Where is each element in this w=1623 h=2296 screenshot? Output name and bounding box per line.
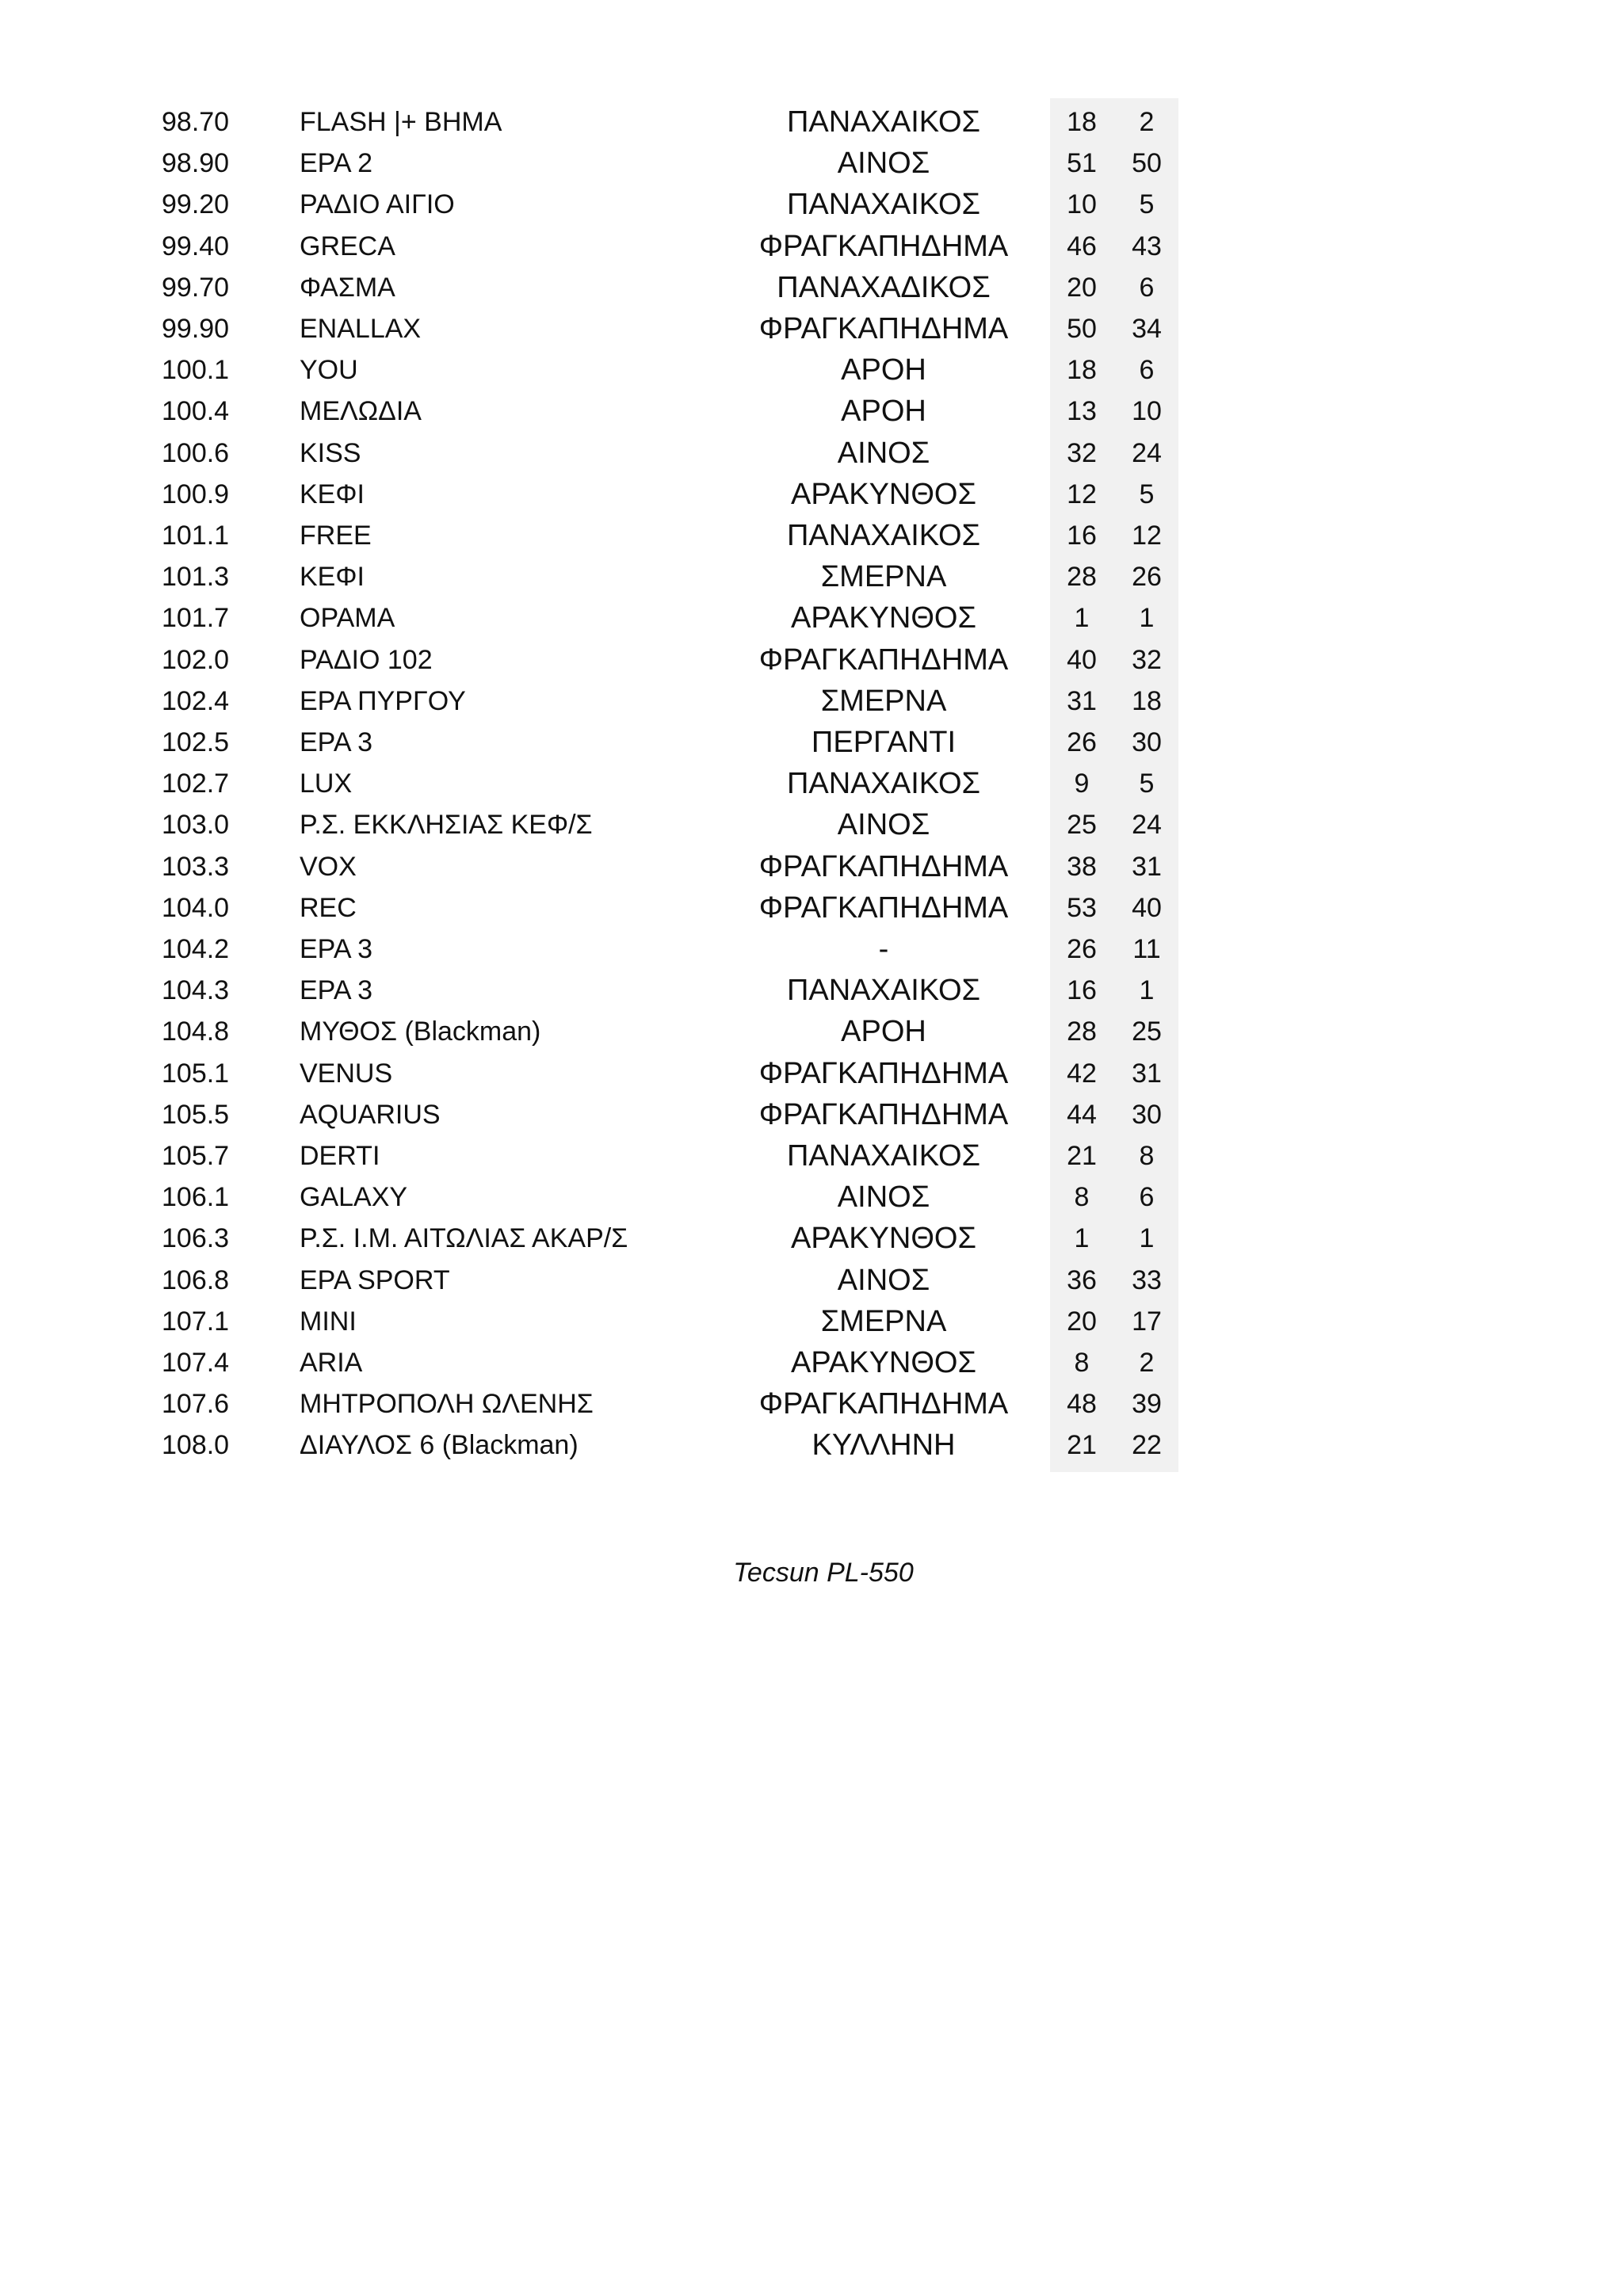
station-name-cell: YOU xyxy=(300,355,358,386)
transmitter-location-cell: ΑΡΟΗ xyxy=(841,353,926,387)
station-name-cell: ENALLAX xyxy=(300,314,422,344)
signal-value-1-cell: 21 xyxy=(1067,1141,1097,1171)
frequency-cell: 100.6 xyxy=(162,437,230,468)
signal-value-2-cell: 1 xyxy=(1139,603,1155,634)
station-name-cell: ΜΥΘΟΣ (Blackman) xyxy=(300,1016,541,1047)
table-row xyxy=(0,391,1623,432)
signal-value-1-cell: 36 xyxy=(1067,1264,1097,1295)
table-row xyxy=(0,1177,1623,1218)
table-row xyxy=(0,308,1623,349)
frequency-cell: 102.7 xyxy=(162,769,230,799)
signal-value-1-cell: 51 xyxy=(1067,148,1097,179)
signal-value-2-cell: 24 xyxy=(1132,437,1162,468)
signal-value-2-cell: 26 xyxy=(1132,562,1162,593)
frequency-cell: 103.3 xyxy=(162,851,230,882)
transmitter-location-cell: ΦΡΑΓΚΑΠΗΔΗΜΑ xyxy=(758,849,1009,883)
table-row xyxy=(0,433,1623,474)
signal-value-2-cell: 39 xyxy=(1132,1389,1162,1420)
table-row xyxy=(0,143,1623,184)
transmitter-location-cell: ΚΥΛΛΗΝΗ xyxy=(812,1428,956,1463)
signal-value-2-cell: 30 xyxy=(1132,727,1162,757)
table-row xyxy=(0,929,1623,970)
table-row xyxy=(0,722,1623,763)
station-name-cell: FREE xyxy=(300,521,372,551)
signal-value-1-cell: 8 xyxy=(1074,1182,1090,1213)
station-name-cell: ARIA xyxy=(300,1348,363,1378)
table-row xyxy=(0,639,1623,681)
frequency-cell: 104.2 xyxy=(162,934,230,964)
table-row xyxy=(0,1301,1623,1342)
signal-value-1-cell: 9 xyxy=(1074,769,1090,799)
signal-value-1-cell: 21 xyxy=(1067,1430,1097,1461)
signal-value-1-cell: 12 xyxy=(1067,479,1097,509)
station-name-cell: DERTI xyxy=(300,1141,380,1171)
transmitter-location-cell: ΠΑΝΑΧΑΙΚΟΣ xyxy=(786,1139,981,1173)
table-row xyxy=(0,1218,1623,1259)
table-row xyxy=(0,1094,1623,1135)
table-row xyxy=(0,184,1623,225)
transmitter-location-cell: ΑΙΝΟΣ xyxy=(837,1263,930,1297)
frequency-cell: 105.1 xyxy=(162,1058,230,1089)
frequency-cell: 106.3 xyxy=(162,1223,230,1254)
signal-value-2-cell: 43 xyxy=(1132,231,1162,261)
signal-value-2-cell: 2 xyxy=(1139,1348,1155,1378)
signal-value-1-cell: 38 xyxy=(1067,851,1097,882)
transmitter-location-cell: ΑΡΑΚΥΝΘΟΣ xyxy=(791,601,976,635)
transmitter-location-cell: ΠΑΝΑΧΑΙΚΟΣ xyxy=(786,519,981,552)
transmitter-location-cell: ΦΡΑΓΚΑΠΗΔΗΜΑ xyxy=(758,643,1009,677)
signal-value-1-cell: 18 xyxy=(1067,355,1097,386)
table-row xyxy=(0,846,1623,887)
frequency-cell: 102.5 xyxy=(162,727,230,757)
signal-value-2-cell: 33 xyxy=(1132,1264,1162,1295)
signal-value-1-cell: 13 xyxy=(1067,396,1097,427)
transmitter-location-cell: ΦΡΑΓΚΑΠΗΔΗΜΑ xyxy=(758,1387,1009,1421)
receiver-caption: Tecsun PL-550 xyxy=(733,1558,914,1588)
signal-value-1-cell: 20 xyxy=(1067,272,1097,303)
station-name-cell: ΦΑΣΜΑ xyxy=(300,272,395,303)
signal-value-2-cell: 50 xyxy=(1132,148,1162,179)
station-name-cell: ΔΙΑΥΛΟΣ 6 (Blackman) xyxy=(300,1430,579,1461)
station-name-cell: GRECA xyxy=(300,231,395,261)
frequency-cell: 100.4 xyxy=(162,396,230,427)
signal-value-1-cell: 26 xyxy=(1067,727,1097,757)
signal-value-2-cell: 1 xyxy=(1139,975,1155,1006)
station-name-cell: ΕΡΑ 2 xyxy=(300,148,372,179)
signal-value-1-cell: 18 xyxy=(1067,107,1097,137)
frequency-cell: 104.3 xyxy=(162,975,230,1006)
station-name-cell: ΕΡΑ SPORT xyxy=(300,1264,450,1295)
station-name-cell: ΚΕΦΙ xyxy=(300,562,365,593)
signal-value-2-cell: 25 xyxy=(1132,1016,1162,1047)
frequency-cell: 100.1 xyxy=(162,355,230,386)
station-name-cell: VENUS xyxy=(300,1058,393,1089)
signal-value-2-cell: 31 xyxy=(1132,851,1162,882)
frequency-cell: 104.8 xyxy=(162,1016,230,1047)
frequency-cell: 101.1 xyxy=(162,521,230,551)
frequency-cell: 105.7 xyxy=(162,1141,230,1171)
signal-value-2-cell: 8 xyxy=(1139,1141,1155,1171)
signal-value-1-cell: 16 xyxy=(1067,975,1097,1006)
table-row xyxy=(0,763,1623,804)
signal-value-1-cell: 44 xyxy=(1067,1099,1097,1130)
frequency-cell: 108.0 xyxy=(162,1430,230,1461)
frequency-cell: 107.1 xyxy=(162,1306,230,1337)
signal-value-1-cell: 10 xyxy=(1067,189,1097,220)
transmitter-location-cell: ΠΑΝΑΧΑΙΚΟΣ xyxy=(786,105,981,139)
transmitter-location-cell: ΑΡΑΚΥΝΘΟΣ xyxy=(791,1346,976,1379)
table-row xyxy=(0,887,1623,929)
table-row xyxy=(0,1135,1623,1177)
table-row xyxy=(0,1425,1623,1466)
frequency-cell: 101.7 xyxy=(162,603,230,634)
frequency-cell: 98.70 xyxy=(162,107,230,137)
table-row xyxy=(0,1260,1623,1301)
station-name-cell: ΜΗΤΡΟΠΟΛΗ ΩΛΕΝΗΣ xyxy=(300,1389,594,1420)
transmitter-location-cell: ΑΡΑΚΥΝΘΟΣ xyxy=(791,477,976,511)
signal-value-2-cell: 22 xyxy=(1132,1430,1162,1461)
signal-value-2-cell: 6 xyxy=(1139,1182,1155,1213)
transmitter-location-cell: ΑΡΟΗ xyxy=(841,1015,926,1049)
transmitter-location-cell: ΠΑΝΑΧΑΙΚΟΣ xyxy=(786,188,981,222)
transmitter-location-cell: ΦΡΑΓΚΑΠΗΔΗΜΑ xyxy=(758,1056,1009,1090)
transmitter-location-cell: ΑΙΝΟΣ xyxy=(837,1180,930,1215)
frequency-cell: 105.5 xyxy=(162,1099,230,1130)
transmitter-location-cell: ΣΜΕΡΝΑ xyxy=(820,1304,947,1338)
signal-value-2-cell: 12 xyxy=(1132,521,1162,551)
signal-value-1-cell: 40 xyxy=(1067,644,1097,675)
signal-value-1-cell: 16 xyxy=(1067,521,1097,551)
station-name-cell: Ρ.Σ. ΕΚΚΛΗΣΙΑΣ ΚΕΦ/Σ xyxy=(300,810,593,841)
transmitter-location-cell: ΠΑΝΑΧΑΙΚΟΣ xyxy=(786,767,981,801)
transmitter-location-cell: ΑΙΝΟΣ xyxy=(837,436,930,470)
transmitter-location-cell: ΑΙΝΟΣ xyxy=(837,808,930,842)
signal-value-2-cell: 18 xyxy=(1132,685,1162,716)
signal-value-1-cell: 32 xyxy=(1067,437,1097,468)
frequency-cell: 103.0 xyxy=(162,810,230,841)
table-row xyxy=(0,804,1623,845)
signal-value-1-cell: 50 xyxy=(1067,314,1097,344)
frequency-cell: 99.20 xyxy=(162,189,230,220)
station-name-cell: REC xyxy=(300,892,357,923)
signal-value-2-cell: 24 xyxy=(1132,810,1162,841)
station-name-cell: FLASH |+ ΒΗΜΑ xyxy=(300,107,502,137)
frequency-cell: 101.3 xyxy=(162,562,230,593)
transmitter-location-cell: ΣΜΕΡΝΑ xyxy=(820,560,947,594)
table-row xyxy=(0,515,1623,556)
signal-value-1-cell: 1 xyxy=(1074,603,1090,634)
frequency-cell: 106.8 xyxy=(162,1264,230,1295)
signal-value-2-cell: 6 xyxy=(1139,272,1155,303)
signal-value-1-cell: 28 xyxy=(1067,562,1097,593)
signal-value-1-cell: 26 xyxy=(1067,934,1097,964)
table-row xyxy=(0,1342,1623,1383)
signal-value-2-cell: 31 xyxy=(1132,1058,1162,1089)
transmitter-location-cell: ΠΑΝΑΧΑΔΙΚΟΣ xyxy=(777,270,991,304)
signal-value-1-cell: 53 xyxy=(1067,892,1097,923)
frequency-cell: 107.4 xyxy=(162,1348,230,1378)
station-name-cell: VOX xyxy=(300,851,357,882)
table-row xyxy=(0,1383,1623,1425)
signal-value-2-cell: 11 xyxy=(1132,934,1161,964)
signal-value-2-cell: 5 xyxy=(1139,769,1155,799)
transmitter-location-cell: ΑΡΟΗ xyxy=(841,395,926,429)
transmitter-location-cell: ΣΜΕΡΝΑ xyxy=(820,684,947,718)
station-name-cell: ΡΑΔΙΟ ΑΙΓΙΟ xyxy=(300,189,455,220)
signal-value-2-cell: 10 xyxy=(1132,396,1162,427)
frequency-cell: 99.40 xyxy=(162,231,230,261)
table-row xyxy=(0,681,1623,722)
table-row xyxy=(0,597,1623,639)
transmitter-location-cell: ΦΡΑΓΚΑΠΗΔΗΜΑ xyxy=(758,1097,1009,1131)
frequency-cell: 102.4 xyxy=(162,685,230,716)
signal-value-1-cell: 25 xyxy=(1067,810,1097,841)
transmitter-location-cell: ΑΙΝΟΣ xyxy=(837,147,930,181)
station-name-cell: ΕΡΑ ΠΥΡΓΟΥ xyxy=(300,685,466,716)
transmitter-location-cell: ΠΕΡΓΑΝΤΙ xyxy=(811,726,957,759)
transmitter-location-cell: ΦΡΑΓΚΑΠΗΔΗΜΑ xyxy=(758,229,1009,263)
station-name-cell: ΚΕΦΙ xyxy=(300,479,365,509)
frequency-cell: 99.70 xyxy=(162,272,230,303)
signal-value-2-cell: 5 xyxy=(1139,189,1155,220)
station-name-cell: ΟΡΑΜΑ xyxy=(300,603,395,634)
transmitter-location-cell: ΦΡΑΓΚΑΠΗΔΗΜΑ xyxy=(758,891,1009,925)
station-name-cell: KISS xyxy=(300,437,361,468)
station-name-cell: ΕΡΑ 3 xyxy=(300,975,372,1006)
signal-value-2-cell: 17 xyxy=(1132,1306,1162,1337)
table-row xyxy=(0,1053,1623,1094)
frequency-cell: 102.0 xyxy=(162,644,230,675)
table-row xyxy=(0,970,1623,1011)
table-row xyxy=(0,1011,1623,1052)
signal-value-2-cell: 6 xyxy=(1139,355,1155,386)
signal-value-2-cell: 30 xyxy=(1132,1099,1162,1130)
signal-value-2-cell: 2 xyxy=(1139,107,1155,137)
station-name-cell: ΡΑΔΙΟ 102 xyxy=(300,644,433,675)
signal-value-2-cell: 40 xyxy=(1132,892,1162,923)
table-row xyxy=(0,474,1623,515)
signal-value-1-cell: 42 xyxy=(1067,1058,1097,1089)
transmitter-location-cell: ΦΡΑΓΚΑΠΗΔΗΜΑ xyxy=(758,312,1009,345)
frequency-cell: 98.90 xyxy=(162,148,230,179)
transmitter-location-cell: ΑΡΑΚΥΝΘΟΣ xyxy=(791,1222,976,1256)
station-name-cell: LUX xyxy=(300,769,353,799)
frequency-cell: 107.6 xyxy=(162,1389,230,1420)
signal-value-1-cell: 48 xyxy=(1067,1389,1097,1420)
table-row xyxy=(0,101,1623,143)
frequency-cell: 99.90 xyxy=(162,314,230,344)
signal-value-1-cell: 31 xyxy=(1067,685,1097,716)
station-name-cell: AQUARIUS xyxy=(300,1099,441,1130)
table-row xyxy=(0,267,1623,308)
signal-value-1-cell: 8 xyxy=(1074,1348,1090,1378)
station-name-cell: GALAXY xyxy=(300,1182,408,1213)
frequency-cell: 104.0 xyxy=(162,892,230,923)
station-name-cell: MINI xyxy=(300,1306,357,1337)
signal-value-1-cell: 20 xyxy=(1067,1306,1097,1337)
table-row xyxy=(0,226,1623,267)
signal-value-2-cell: 34 xyxy=(1132,314,1162,344)
frequency-cell: 106.1 xyxy=(162,1182,230,1213)
frequency-cell: 100.9 xyxy=(162,479,230,509)
signal-value-2-cell: 5 xyxy=(1139,479,1155,509)
station-name-cell: ΜΕΛΩΔΙΑ xyxy=(300,396,422,427)
transmitter-location-cell: ΠΑΝΑΧΑΙΚΟΣ xyxy=(786,974,981,1008)
signal-value-1-cell: 1 xyxy=(1074,1223,1090,1254)
signal-value-2-cell: 32 xyxy=(1132,644,1162,675)
station-name-cell: ΕΡΑ 3 xyxy=(300,727,372,757)
signal-value-1-cell: 46 xyxy=(1067,231,1097,261)
table-row xyxy=(0,556,1623,597)
table-row xyxy=(0,349,1623,391)
signal-value-1-cell: 28 xyxy=(1067,1016,1097,1047)
station-name-cell: Ρ.Σ. Ι.Μ. ΑΙΤΩΛΙΑΣ ΑΚΑΡ/Σ xyxy=(300,1223,628,1254)
signal-value-2-cell: 1 xyxy=(1139,1223,1155,1254)
station-name-cell: ΕΡΑ 3 xyxy=(300,934,372,964)
transmitter-location-cell: - xyxy=(878,933,889,966)
